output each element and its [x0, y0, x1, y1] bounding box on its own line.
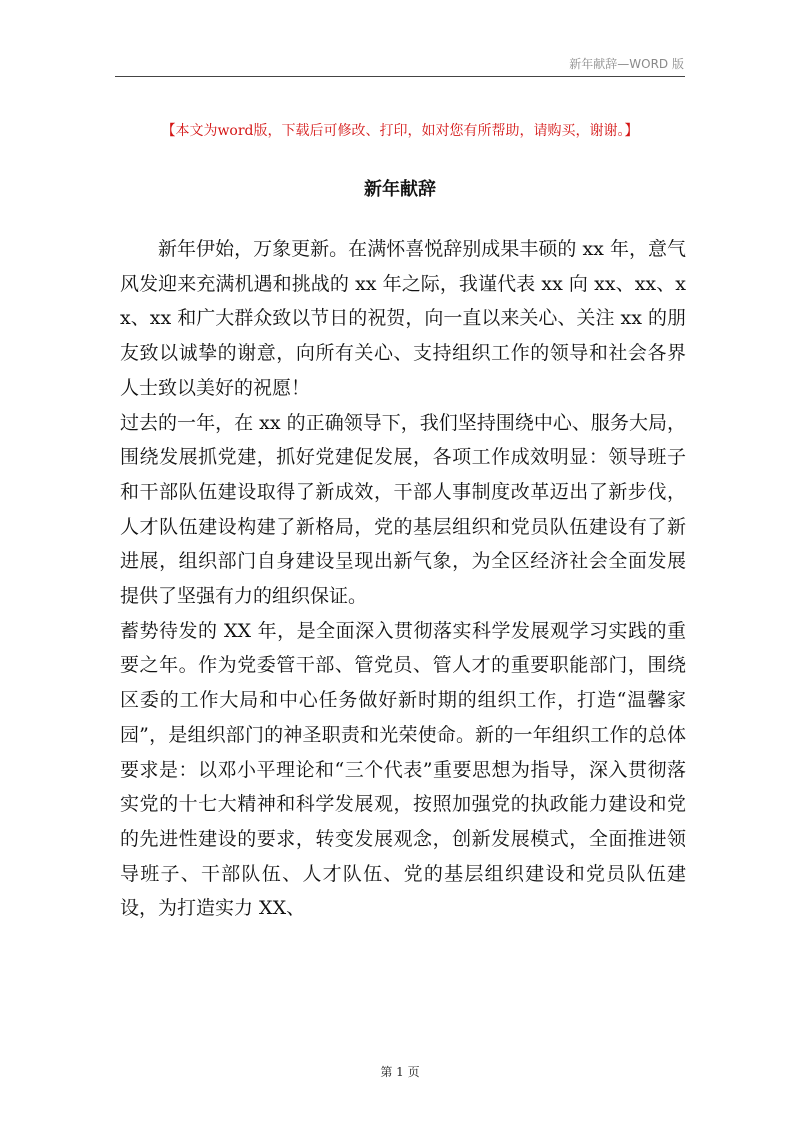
header-divider — [115, 76, 685, 77]
paragraph-greeting: 新年伊始，万象更新。在满怀喜悦辞别成果丰硕的 xx 年，意气风发迎来充满机遇和挑战的 xx 年之际，我谨代表 xx 向 xx、xx、xx、xx 和广大群众致以节日的祝贺，向一直以来关心、关注 xx 的朋友致以诚挚的谢意，向所有关心、支持组织工作的领导和社会各界人士致以美好的祝愿！ — [120, 238, 686, 399]
document-title: 新年献辞 — [364, 179, 436, 200]
paragraph-review: 过去的一年，在 xx 的正确领导下，我们坚持围绕中心、服务大局，围绕发展抓党建，抓好党建促发展，各项工作成效明显：领导班子和干部队伍建设取得了新成效，干部人事制度改革迈出了新步伐，人才队伍建设构建了新格局，党的基层组织和党员队伍建设有了新进展，组织部门自身建设呈现出新气象，为全区经济社会全面发展提供了坚强有力的组织保证。 — [120, 411, 686, 608]
purchase-notice: 【本文为word版，下载后可修改、打印，如对您有所帮助，请购买，谢谢。】 — [161, 123, 639, 139]
running-header: 新年献辞—WORD 版 — [569, 57, 684, 71]
page-number: 第 1 页 — [380, 1065, 420, 1079]
document-body — [120, 232, 686, 926]
paragraph-outlook: 蓄势待发的 XX 年，是全面深入贯彻落实科学发展观学习实践的重要之年。作为党委管干部、管党员、管人才的重要职能部门，围绕区委的工作大局和中心任务做好新时期的组织工作，打造“温馨家园”，是组织部门的神圣职责和光荣使命。新的一年组织工作的总体要求是：以邓小平理论和“三个代表”重要思想为指导，深入贯彻落实党的十七大精神和科学发展观，按照加强党的执政能力建设和党的先进性建设的要求，转变发展观念，创新发展模式，全面推进领导班子、干部队伍、人才队伍、党的基层组织建设和党员队伍建设，为打造实力 XX、 — [120, 619, 686, 920]
